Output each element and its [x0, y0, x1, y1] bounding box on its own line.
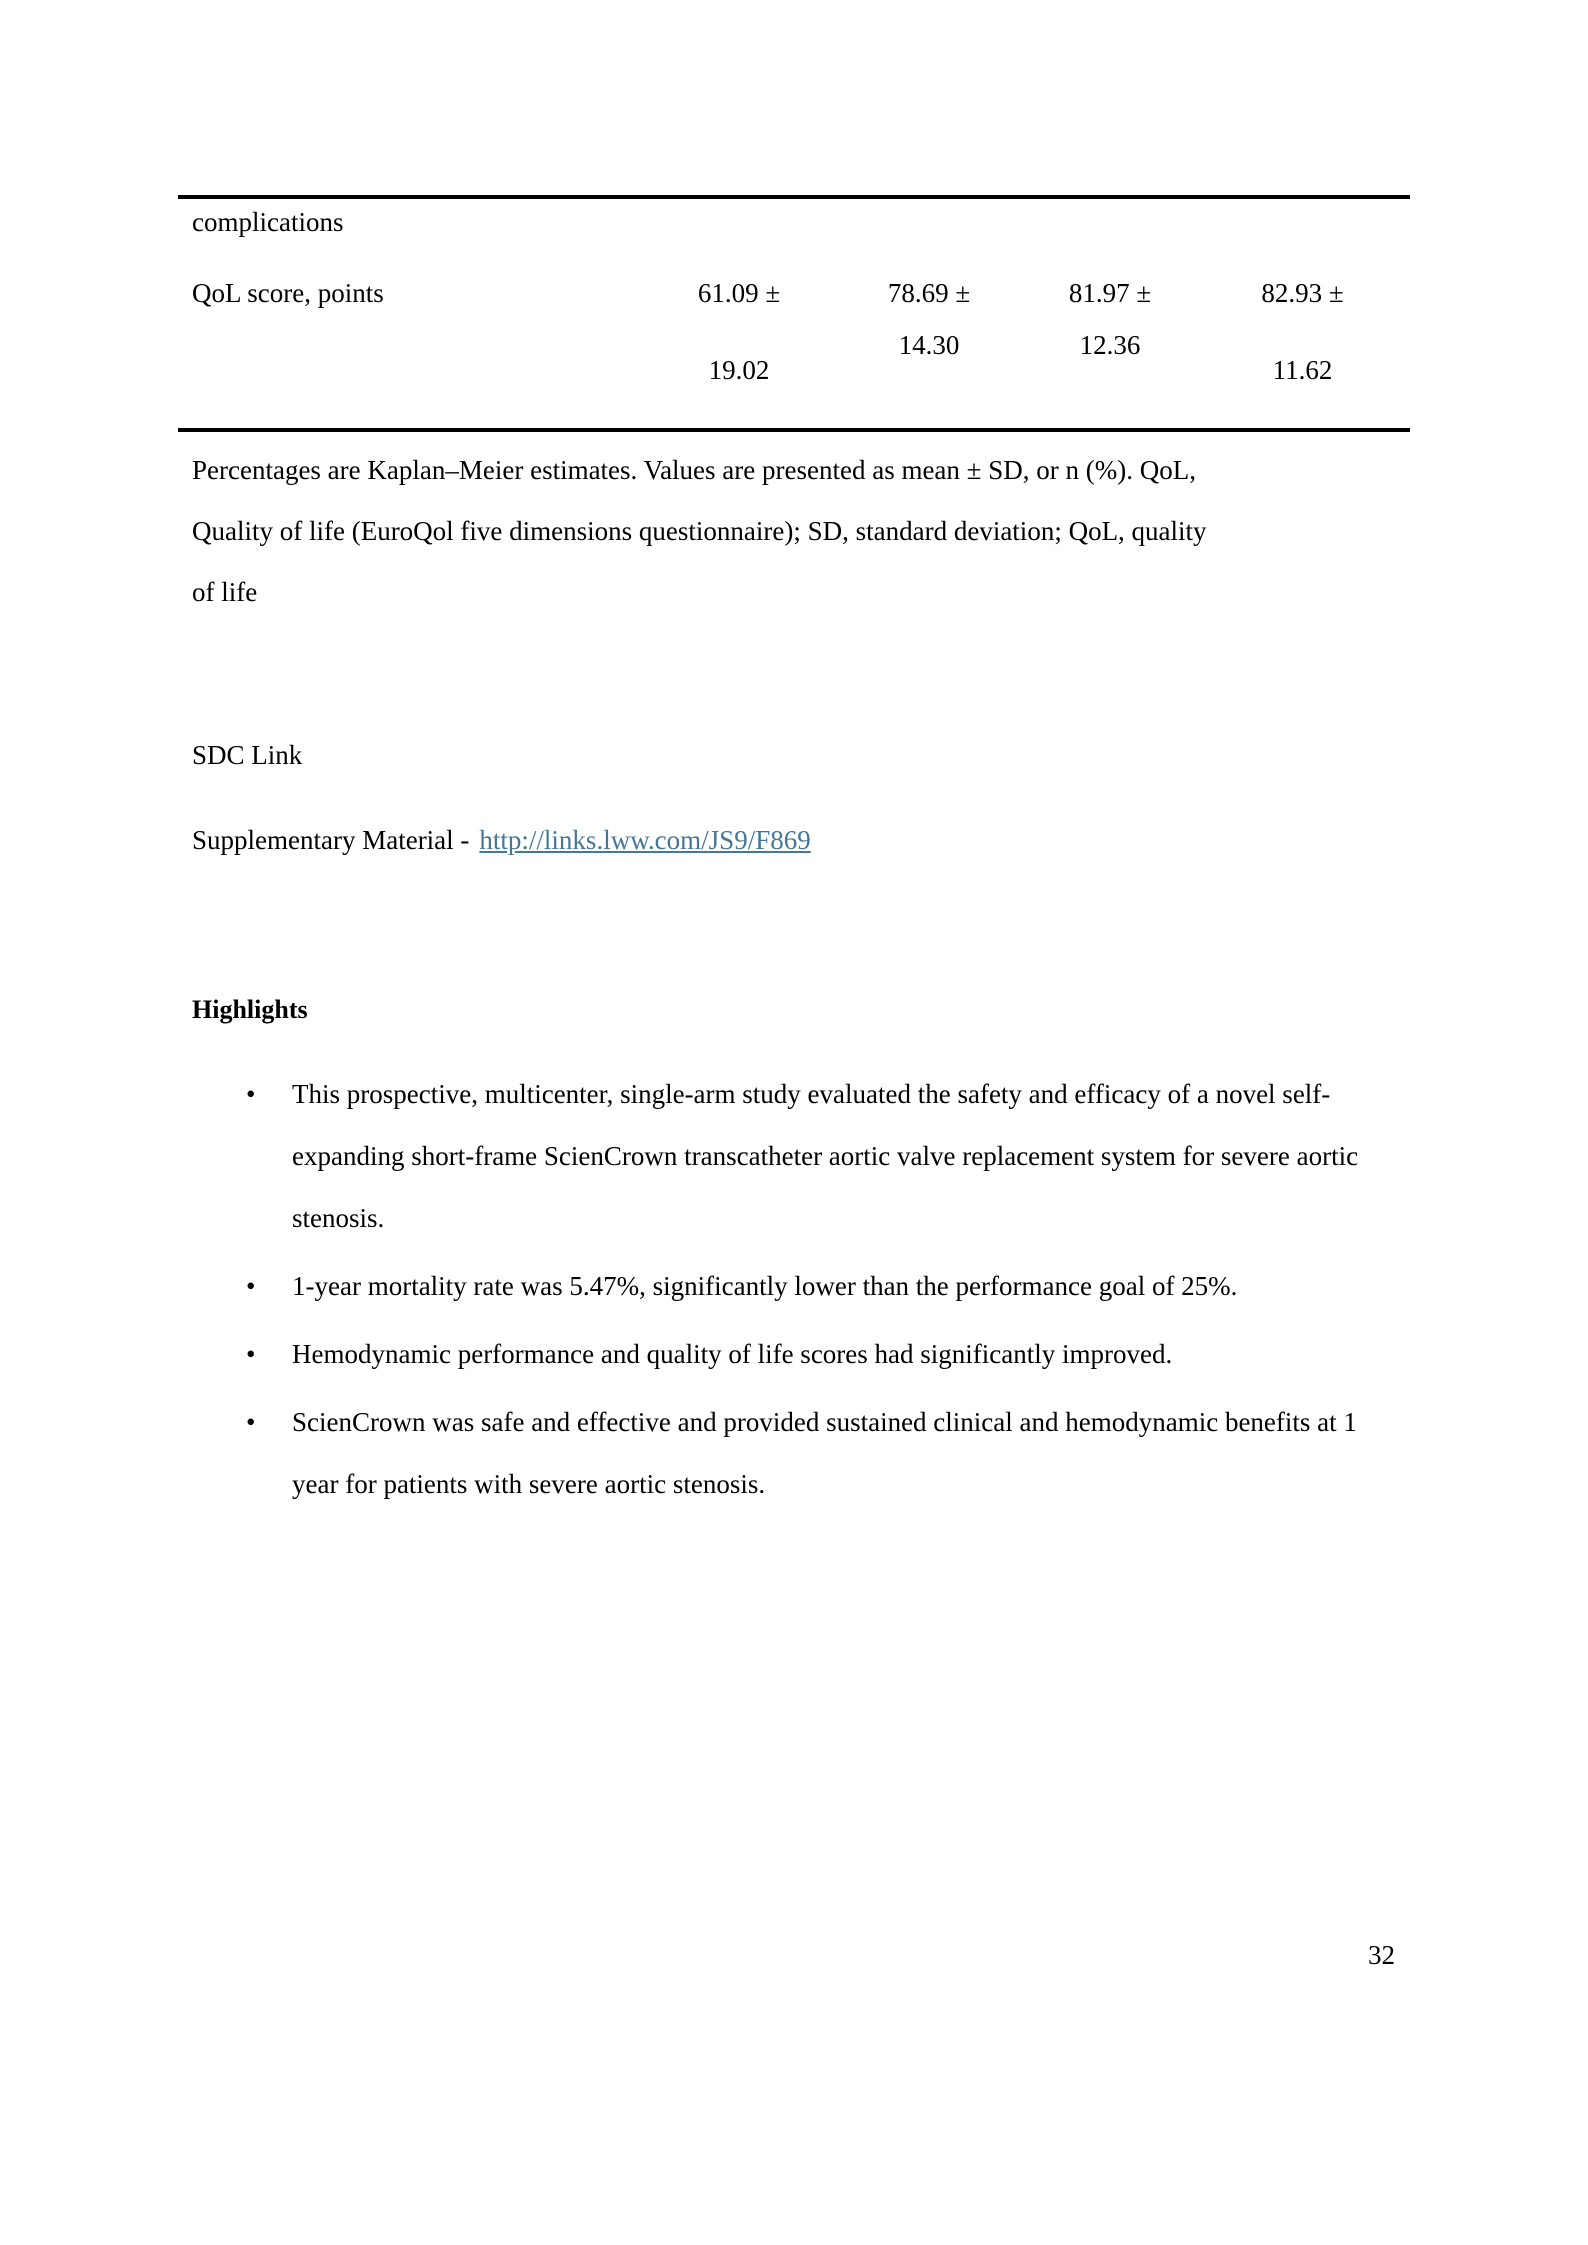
bullet-icon: •: [246, 1079, 256, 1109]
highlight-line: stenosis.: [292, 1203, 385, 1233]
footnote-line: of life: [192, 577, 258, 607]
table-row-label-complications: complications: [192, 207, 344, 237]
highlight-text: [292, 1255, 1426, 1317]
bullet-icon: •: [246, 1271, 256, 1301]
table-row-qol-score: [192, 277, 1410, 386]
highlight-text: [292, 1323, 1426, 1385]
supplementary-material-link[interactable]: http://links.lww.com/JS9/F869: [479, 825, 811, 855]
highlights-list: [246, 1063, 1426, 1515]
highlight-text: [292, 1391, 1426, 1515]
highlight-line: ScienCrown was safe and effective and provided sustained clinical and hemodynamic benefits at 1: [292, 1407, 1357, 1437]
qol-sd-3: 12.36: [1079, 330, 1141, 360]
qol-sd-1: 19.02: [708, 355, 770, 385]
qol-value-cell-1: [640, 277, 838, 386]
highlight-line: year for patients with severe aortic stenosis.: [292, 1469, 766, 1499]
bullet-icon: •: [246, 1339, 256, 1369]
highlight-text: [292, 1063, 1426, 1249]
highlight-line: 1-year mortality rate was 5.47%, significantly lower than the performance goal of 25%.: [292, 1271, 1238, 1301]
qol-sd-4: 11.62: [1272, 355, 1333, 385]
supplementary-material-line: [192, 823, 811, 857]
table-fragment: [178, 195, 1410, 432]
sdc-link-heading: SDC Link: [192, 740, 303, 770]
highlight-item: [246, 1391, 1426, 1515]
footnote-line: Quality of life (EuroQol five dimensions questionnaire); SD, standard deviation; QoL, quality: [192, 516, 1207, 546]
footnote-line: Percentages are Kaplan–Meier estimates. Values are presented as mean ± SD, or n (%). QoL,: [192, 455, 1196, 485]
qol-mean-2: 78.69 ±: [887, 278, 971, 308]
qol-row-label: QoL score, points: [192, 278, 384, 308]
qol-mean-1: 61.09 ±: [697, 278, 781, 308]
highlight-line: This prospective, multicenter, single-arm study evaluated the safety and efficacy of a novel self-: [292, 1079, 1331, 1109]
qol-value-cell-3: [1020, 277, 1200, 386]
highlight-line: Hemodynamic performance and quality of life scores had significantly improved.: [292, 1339, 1173, 1369]
bullet-icon: •: [246, 1407, 256, 1437]
highlight-item: [246, 1255, 1426, 1317]
highlights-heading: Highlights: [192, 995, 308, 1024]
table-footnote: [192, 440, 1452, 623]
qol-mean-3: 81.97 ±: [1068, 278, 1152, 308]
qol-value-cell-4: [1200, 277, 1405, 386]
qol-mean-4: 82.93 ±: [1261, 278, 1344, 308]
highlight-line: expanding short-frame ScienCrown transcatheter aortic valve replacement system for severe aortic: [292, 1141, 1359, 1171]
supplementary-material-label: Supplementary Material -: [192, 825, 470, 855]
qol-value-cell-2: [838, 277, 1020, 386]
highlight-item: [246, 1063, 1426, 1249]
highlight-item: [246, 1323, 1426, 1385]
qol-sd-2: 14.30: [898, 330, 960, 360]
page-number: 32: [1368, 1940, 1395, 1970]
